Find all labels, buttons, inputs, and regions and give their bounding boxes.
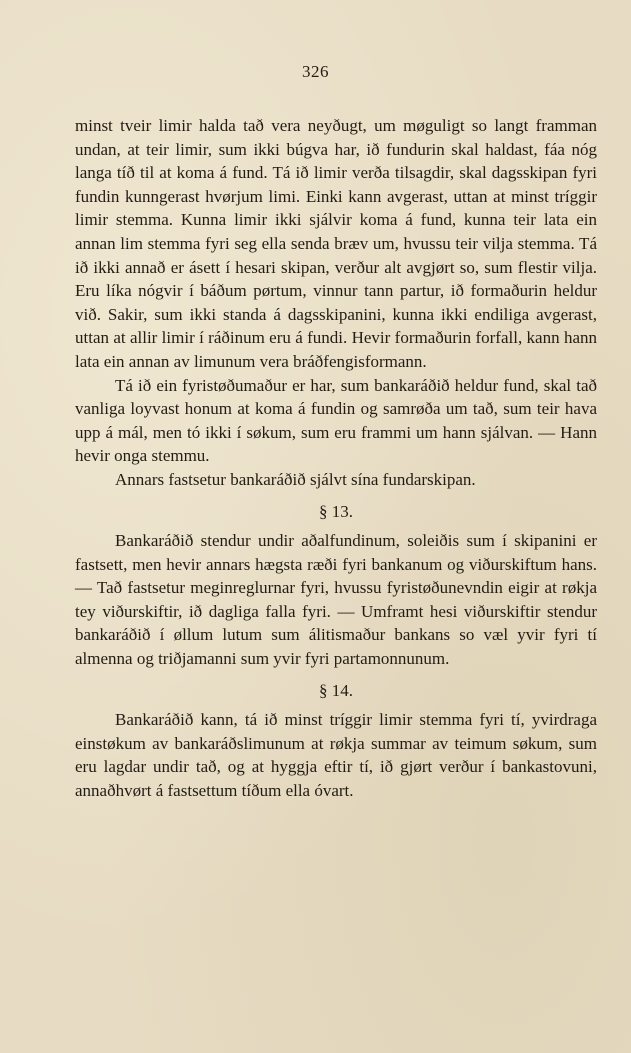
section-14-text: Bankaráðið kann, tá ið minst tríggir limir stemma fyri tí, yvirdraga einstøkum av bankaráðslimunum at røkja summar av teimum søkum, sum eru lagdar undir tað, og at hyggja eftir tí, ið gjørt verður í bankastovuni, annaðhvørt á fastsettum tíðum ella óvart. bbox=[75, 710, 597, 801]
section-13-text: Bankaráðið stendur undir aðalfundinum, soleiðis sum í skipanini er fastsett, men hevir annars hægsta ræði fyri bankanum og viðurskiftum hans. — Tað fastsetur meginreglurnar fyri, hvussu fyristøðunevndin eigir at røkja tey viðurskiftir, ið dagliga falla fyri. — Umframt hesi viðurskiftir stendur bankaráðið í øllum lutum sum álitismaður bankans so væl yvir fyri tí almenna og triðjamanni sum yvir fyri partamonnunum. bbox=[75, 531, 597, 669]
paragraph-director: Tá ið ein fyristøðumaður er har, sum bankaráðið heldur fund, skal tað vanliga loyvast honum at koma á fundin og samrøða um tað, sum teir hava upp á mál, men tó ikki í søkum, sum eru frammi um hann sjálvan. — Hann hevir onga stemmu. bbox=[75, 375, 597, 466]
page-number: 326 bbox=[302, 62, 329, 81]
paragraph-continued: minst tveir limir halda tað vera neyðugt, um møguligt so langt framman undan, at teir limir, sum ikki búgva har, ið fundurin skal haldast, fáa nóg langa tíð til at koma á fund. Tá ið limir verða tilsagdir, skal dagsskipan fyri fundin kunngerast hvørjum limi. Einki kann avgerast, uttan at minst tríggir limir stemma. Kunna limir ikki sjálvir koma á fund, kunna teir lata ein annan lim stemma fyri seg ella senda bræv um, hvussu teir vilja stemma. Tá ið ikki annað er ásett í hesari skipan, verður alt avgjørt so, sum flestir vilja. Eru líka nógvir í báðum pørtum, vinnur tann partur, ið formaðurin heldur við. Sakir, sum ikki standa á dagsskipanini, kunna ikki endiliga avgerast, uttan at allir limir í ráðinum eru á fundi. Hevir formaðurin forfall, kann hann lata ein annan av limunum vera bráðfengisformann. bbox=[75, 116, 597, 371]
page-body bbox=[75, 114, 597, 803]
paragraph-meeting-rules: Annars fastsetur bankaráðið sjálvt sína fundarskipan. bbox=[115, 469, 476, 489]
section-heading-14: § 14. bbox=[319, 680, 353, 700]
section-heading-13: § 13. bbox=[319, 501, 353, 521]
